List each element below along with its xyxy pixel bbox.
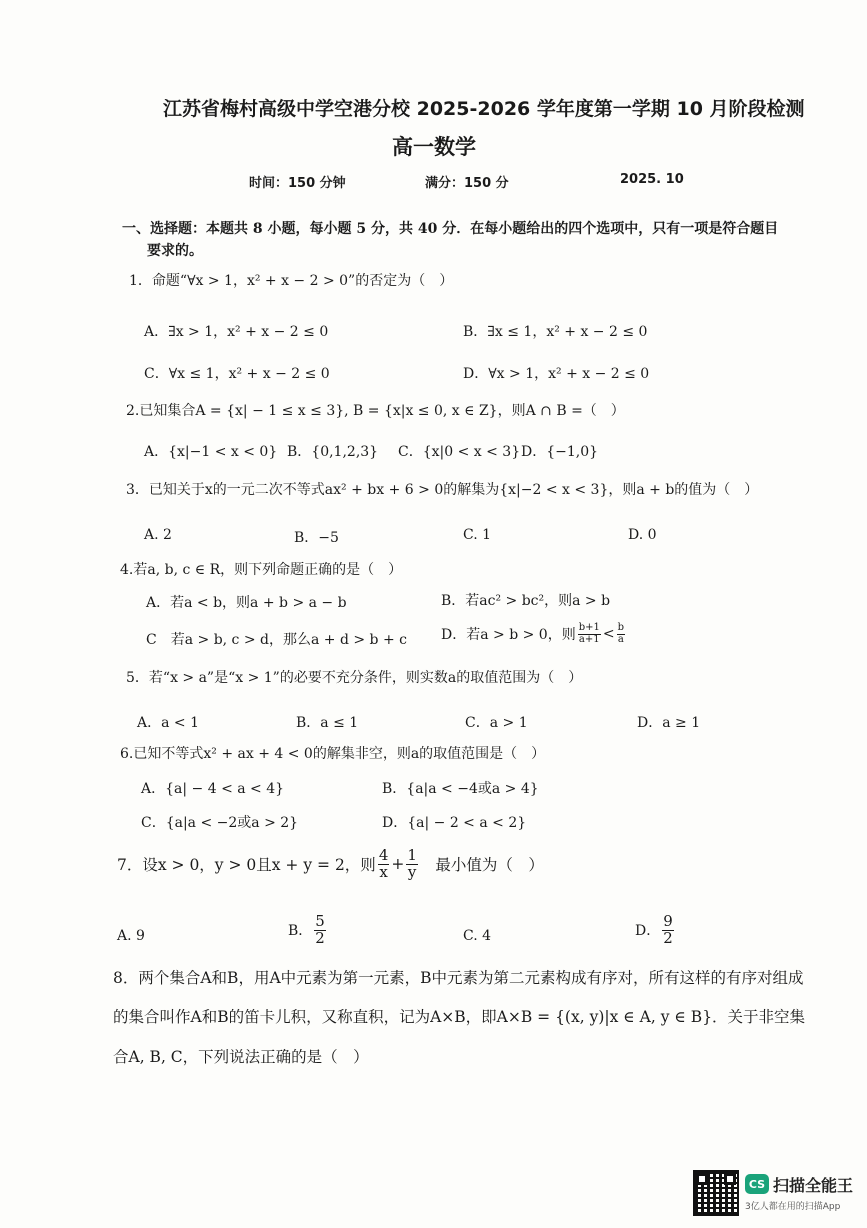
q4-fraction-1-denominator: a+1 bbox=[578, 633, 600, 645]
q4-option-a: A．若a < b，则a + b > a − b bbox=[146, 595, 347, 611]
subject-title: 高一数学 bbox=[392, 135, 476, 159]
q6-option-c: C．{a|a < −2或a > 2} bbox=[141, 815, 299, 831]
camscanner-logo-icon: CS bbox=[745, 1174, 769, 1194]
q7-stem-prefix: 7．设x > 0，y > 0且x + y = 2，则 bbox=[117, 856, 376, 875]
q7-stem-suffix: 最小值为（ ） bbox=[419, 856, 544, 875]
q7-fraction-1-numerator: 4 bbox=[378, 846, 389, 864]
q7-option-a: A. 9 bbox=[117, 928, 145, 944]
q2-stem: 2.已知集合A = {x| − 1 ≤ x ≤ 3}, B = {x|x ≤ 0, x ∈ Z}，则A ∩ B =（ ） bbox=[126, 403, 625, 419]
q7-plus: + bbox=[391, 855, 405, 874]
q7-fraction-2-denominator: y bbox=[407, 862, 417, 881]
q5-option-b: B．a ≤ 1 bbox=[296, 715, 359, 731]
q8-line3: 合A, B, C，下列说法正确的是（ ） bbox=[113, 1048, 369, 1066]
q7-option-b-numerator: 5 bbox=[315, 912, 325, 930]
q8-line2: 的集合叫作A和B的笛卡儿积，又称直积，记为A×B，即A×B = {(x, y)|x ∈ A, y ∈ B}．关于非空集 bbox=[113, 1008, 806, 1026]
q7-option-d-fraction bbox=[662, 914, 674, 947]
q7-stem bbox=[117, 848, 544, 881]
q2-option-c: C．{x|0 < x < 3} bbox=[398, 444, 521, 460]
q4-fraction-2-numerator: b bbox=[617, 622, 624, 633]
camscanner-tagline: 3亿人都在用的扫描App bbox=[745, 1202, 841, 1212]
q5-option-d: D．a ≥ 1 bbox=[637, 715, 701, 731]
q4-option-d bbox=[441, 623, 627, 645]
q6-option-a: A．{a| − 4 < a < 4} bbox=[141, 781, 285, 797]
q7-fraction-2 bbox=[406, 848, 418, 881]
qr-code-icon bbox=[693, 1170, 739, 1216]
q1-option-d: D．∀x > 1，x² + x − 2 ≤ 0 bbox=[463, 366, 650, 382]
q4-fraction-2-denominator: a bbox=[617, 633, 624, 645]
section-heading-line1: 一、选择题：本题共 8 小题，每小题 5 分，共 40 分．在每小题给出的四个选项中，只有一项是符合题目 bbox=[122, 221, 779, 237]
q7-option-b-denominator: 2 bbox=[315, 928, 325, 947]
q5-stem: 5．若“x > a”是“x > 1”的必要不充分条件，则实数a的取值范围为（ ） bbox=[126, 670, 583, 686]
q6-stem: 6.已知不等式x² + ax + 4 < 0的解集非空，则a的取值范围是（ ） bbox=[120, 746, 546, 762]
q4-fraction-2 bbox=[617, 623, 625, 645]
q7-option-d-numerator: 9 bbox=[663, 912, 673, 930]
q7-fraction-1 bbox=[378, 848, 390, 881]
q2-option-b: B．{0,1,2,3} bbox=[287, 444, 379, 460]
camscanner-app-name: 扫描全能王 bbox=[773, 1176, 854, 1195]
q7-option-d-label: D． bbox=[635, 923, 661, 940]
q7-option-d bbox=[635, 914, 676, 947]
q1-option-a: A．∃x > 1，x² + x − 2 ≤ 0 bbox=[144, 324, 329, 340]
q2-option-d: D．{−1,0} bbox=[521, 444, 599, 460]
exam-date: 2025. 10 bbox=[620, 172, 684, 187]
q7-option-b-label: B． bbox=[288, 923, 313, 940]
q7-option-c: C. 4 bbox=[463, 928, 492, 944]
q4-fraction-1-numerator: b+1 bbox=[578, 622, 600, 633]
q7-fraction-2-numerator: 1 bbox=[407, 846, 417, 864]
q1-option-c: C．∀x ≤ 1，x² + x − 2 ≤ 0 bbox=[144, 366, 330, 382]
full-score: 满分：150 分 bbox=[425, 176, 509, 191]
q1-stem: 1．命题“∀x > 1，x² + x − 2 > 0”的否定为（ ） bbox=[129, 273, 454, 289]
q4-less-than: < bbox=[602, 626, 615, 642]
exam-title: 江苏省梅村高级中学空港分校 2025-2026 学年度第一学期 10 月阶段检测 bbox=[163, 98, 805, 120]
q4-option-b: B．若ac² > bc²，则a > b bbox=[441, 593, 611, 609]
q7-fraction-1-denominator: x bbox=[379, 862, 388, 881]
q3-stem: 3．已知关于x的一元二次不等式ax² + bx + 6 > 0的解集为{x|−2 < x < 3}，则a + b的值为（ ） bbox=[126, 482, 759, 498]
q4-fraction-1 bbox=[578, 623, 601, 645]
q2-option-a: A．{x|−1 < x < 0} bbox=[144, 444, 278, 460]
q3-option-b: B．−5 bbox=[294, 530, 339, 546]
q7-option-b-fraction bbox=[314, 914, 326, 947]
q4-option-d-prefix: D．若a > b > 0，则 bbox=[441, 627, 576, 643]
q3-option-a: A. 2 bbox=[144, 527, 172, 543]
q5-option-a: A．a < 1 bbox=[137, 715, 199, 731]
section-heading-line2: 要求的。 bbox=[147, 243, 203, 259]
exam-time: 时间：150 分钟 bbox=[249, 176, 346, 191]
q5-option-c: C．a > 1 bbox=[465, 715, 528, 731]
q6-option-d: D．{a| − 2 < a < 2} bbox=[382, 815, 527, 831]
q8-line1: 8．两个集合A和B，用A中元素为第一元素，B中元素为第二元素构成有序对，所有这样的有序对组成 bbox=[113, 969, 804, 987]
q7-option-b bbox=[288, 914, 328, 947]
q4-option-c: C 若a > b, c > d，那么a + d > b + c bbox=[146, 632, 407, 648]
q4-stem: 4.若a, b, c ∈ R，则下列命题正确的是（ ） bbox=[120, 562, 403, 578]
q7-option-d-denominator: 2 bbox=[663, 928, 673, 947]
q6-option-b: B．{a|a < −4或a > 4} bbox=[382, 781, 539, 797]
q1-option-b: B．∃x ≤ 1，x² + x − 2 ≤ 0 bbox=[463, 324, 648, 340]
q3-option-d: D. 0 bbox=[628, 527, 657, 543]
q3-option-c: C. 1 bbox=[463, 527, 492, 543]
